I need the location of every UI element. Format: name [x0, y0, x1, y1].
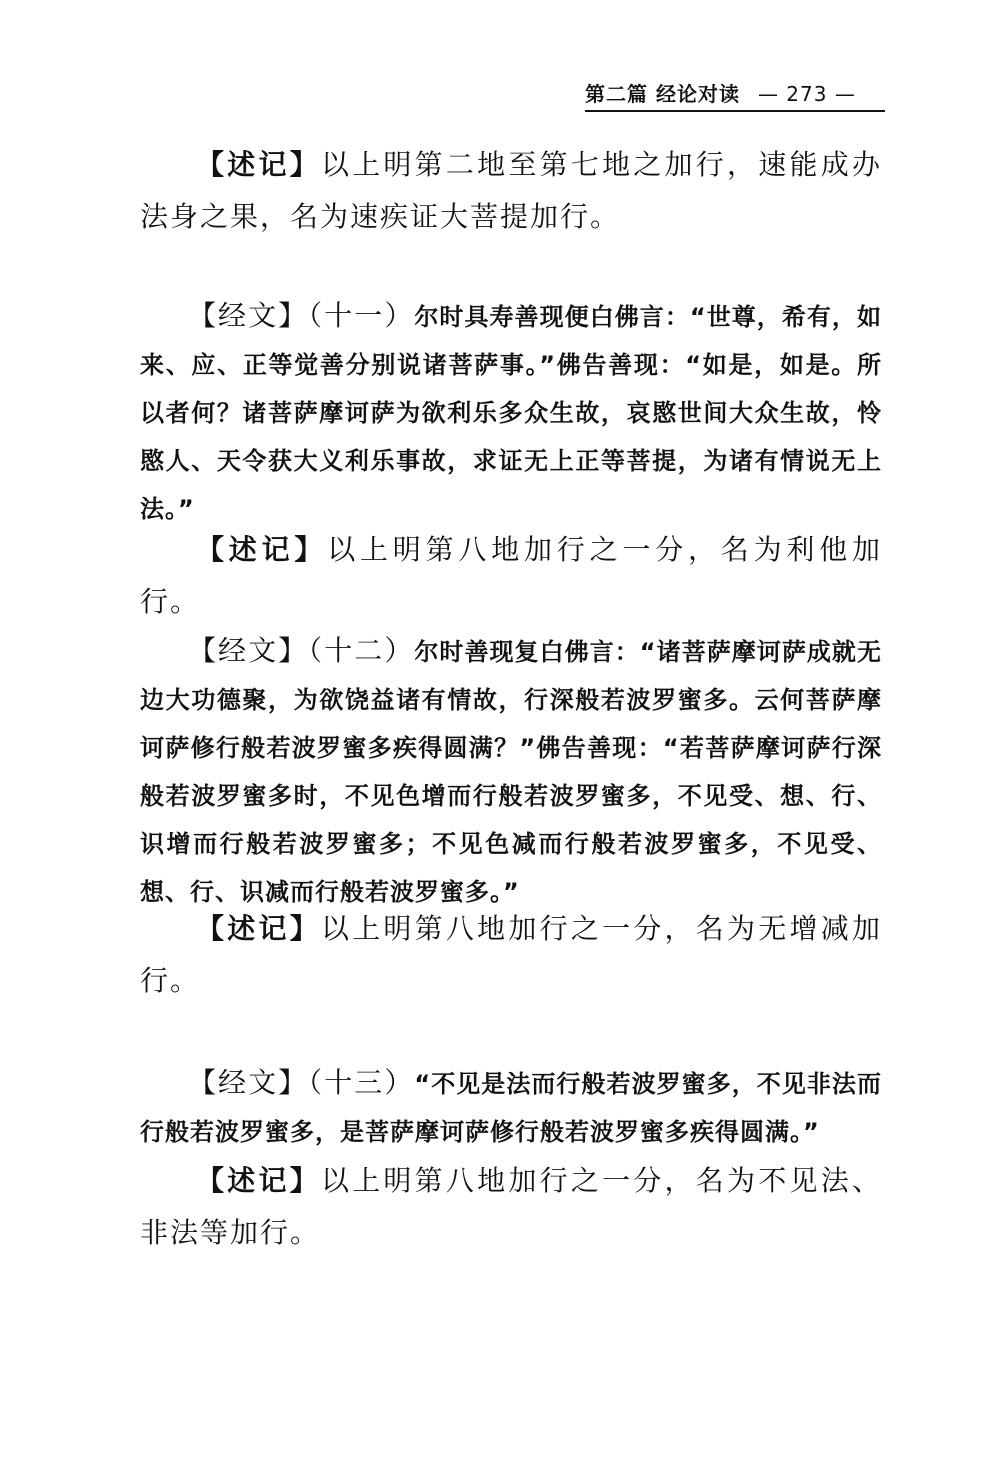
header-chapter: 第二篇	[585, 82, 648, 106]
sutra-label: 【经文】（十二）	[188, 634, 415, 667]
header-rule	[585, 110, 885, 112]
sutra-label: 【经文】（十三）	[188, 1066, 415, 1099]
commentary-paragraph	[140, 139, 882, 243]
sutra-text: 尔时具寿善现便白佛言：“世尊，希有，如来、应、正等觉善分别说诸菩萨事。”佛告善现：“如是，如是。所以者何？诸菩萨摩诃萨为欲利乐多众生故，哀愍世间大众生故，怜愍人、天令获大义利乐事故，求证无上正等菩提，为诸有情说无上法。”	[140, 303, 882, 523]
commentary-label: 【述记】	[196, 1164, 321, 1197]
commentary-label: 【述记】	[196, 148, 321, 181]
sutra-block-12	[140, 627, 882, 916]
commentary-paragraph	[140, 1155, 882, 1259]
commentary-paragraph	[140, 903, 882, 1007]
commentary-paragraph	[140, 524, 882, 628]
running-header	[585, 78, 881, 107]
commentary-text: 以上明第八地加行之一分，名为利他加行。	[140, 533, 882, 618]
commentary-block-2	[140, 524, 882, 628]
sutra-text: “不见是法而行般若波罗蜜多，不见非法而行般若波罗蜜多，是菩萨摩诃萨修行般若波罗蜜多疾得圆满。”	[140, 1070, 882, 1146]
commentary-text: 以上明第八地加行之一分，名为不见法、非法等加行。	[140, 1164, 882, 1249]
commentary-block-4	[140, 1155, 882, 1259]
sutra-paragraph	[140, 627, 882, 916]
commentary-label: 【述记】	[196, 533, 328, 566]
sutra-block-11	[140, 292, 882, 533]
sutra-paragraph	[140, 1059, 882, 1156]
commentary-block-1	[140, 139, 882, 243]
sutra-paragraph	[140, 292, 882, 533]
sutra-text: 尔时善现复白佛言：“诸菩萨摩诃萨成就无边大功德聚，为欲饶益诸有情故，行深般若波罗蜜多。云何菩萨摩诃萨修行般若波罗蜜多疾得圆满？”佛告善现：“若菩萨摩诃萨行深般若波罗蜜多时，不见色增而行般若波罗蜜多，不见受、想、行、识增而行般若波罗蜜多；不见色减而行般若波罗蜜多，不见受、想、行、识减而行般若波罗蜜多。”	[140, 638, 882, 906]
commentary-label: 【述记】	[196, 912, 321, 945]
commentary-text: 以上明第八地加行之一分，名为无增减加行。	[140, 912, 882, 997]
header-page-number: — 273 —	[757, 82, 856, 106]
sutra-block-13	[140, 1059, 882, 1156]
commentary-text: 以上明第二地至第七地之加行，速能成办法身之果，名为速疾证大菩提加行。	[140, 148, 882, 233]
header-section: 经论对读	[655, 82, 740, 106]
sutra-label: 【经文】（十一）	[188, 299, 415, 332]
commentary-block-3	[140, 903, 882, 1007]
